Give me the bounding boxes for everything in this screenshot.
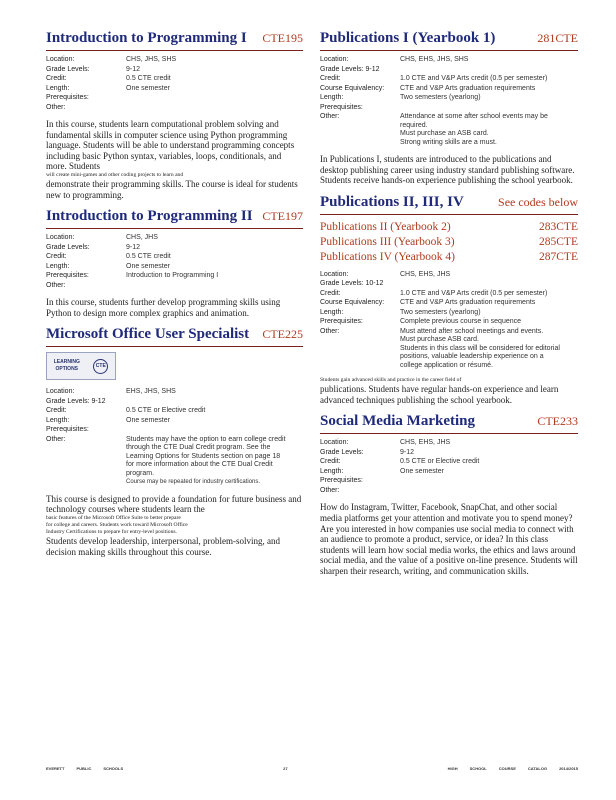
publication-code: 285CTE — [539, 235, 578, 248]
course-header — [46, 30, 303, 51]
detail-row — [46, 234, 303, 244]
course-details — [320, 56, 578, 148]
detail-value — [126, 436, 303, 488]
detail-value: 9-12 — [126, 65, 141, 73]
detail-value — [400, 113, 578, 148]
detail-value: 9-12 — [400, 448, 415, 456]
description-text: In this course, students learn computational problem solving and fundamental skills in computer science using Python programming language. Students will be able to understand programming concepts including basic Python syntax, variables, loops, conditionals, and more. Students — [46, 119, 295, 172]
detail-row — [320, 290, 578, 300]
course-details — [46, 234, 303, 291]
other-line: Attendance at some after school events may be — [400, 113, 548, 120]
detail-row — [320, 66, 578, 76]
detail-row — [320, 477, 578, 487]
course-description — [46, 119, 303, 200]
detail-key: Other: — [320, 486, 340, 494]
detail-row — [320, 468, 578, 478]
course-title: Publications I (Yearbook 1) — [320, 30, 496, 46]
detail-value: One semester — [126, 84, 170, 92]
detail-value: 1.0 CTE and V&P Arts credit (0.5 per semester) — [400, 289, 548, 297]
detail-key: Credit: — [46, 75, 67, 82]
detail-value — [126, 426, 303, 436]
detail-key: Length: — [46, 84, 70, 92]
detail-key: Location: — [46, 234, 75, 242]
detail-row — [46, 282, 303, 292]
publication-name: Publications III (Yearbook 3) — [320, 235, 455, 248]
course-header — [320, 30, 578, 51]
left-column — [46, 30, 303, 565]
course-title: Social Media Marketing — [320, 413, 475, 430]
other-line: Strong writing skills are a must. — [400, 138, 497, 146]
detail-row — [320, 449, 578, 459]
detail-key: Length: — [320, 308, 344, 316]
detail-value — [400, 477, 578, 487]
description-fine-print: Students gain advanced skills and practice in the career field of — [320, 377, 462, 384]
course-description — [320, 377, 578, 405]
other-line: positions, valuable leadership experience on a — [400, 353, 544, 361]
detail-value — [126, 94, 303, 104]
footer-word: COURSE — [498, 766, 516, 771]
detail-key: Location: — [320, 270, 349, 278]
detail-row — [46, 104, 303, 114]
detail-value: Complete previous course in sequence — [400, 318, 522, 326]
detail-key: Prerequisites: — [320, 103, 363, 111]
course-code: See codes below — [498, 194, 578, 209]
detail-row — [320, 439, 578, 449]
list-item — [320, 220, 578, 235]
detail-key: Prerequisites: — [320, 477, 363, 485]
detail-value: 1.0 CTE and V&P Arts credit (0.5 per semester) — [400, 75, 548, 82]
other-line: college application or résumé. — [400, 361, 493, 369]
detail-key: Length: — [46, 416, 70, 424]
detail-row — [320, 85, 578, 95]
detail-value: Two semesters (yearlong) — [400, 308, 481, 316]
detail-key: Prerequisites: — [46, 426, 89, 434]
cte-seal-label: CTE — [95, 363, 106, 370]
detail-value: 9-12 — [126, 243, 141, 251]
publications-code-list — [320, 220, 578, 265]
other-line: Learning Options for Students section on page 18 — [126, 452, 281, 460]
right-column — [320, 30, 578, 585]
detail-value: CHS, JHS — [126, 234, 158, 242]
detail-row — [46, 263, 303, 273]
detail-key: Grade Levels: 9-12 — [320, 65, 380, 73]
detail-key: Location: — [46, 56, 75, 63]
detail-row — [320, 75, 578, 85]
detail-row — [46, 66, 303, 76]
detail-value: CHS, EHS, JHS, SHS — [400, 56, 469, 63]
course-social-media-marketing — [320, 413, 578, 576]
detail-row — [46, 85, 303, 95]
detail-row — [320, 487, 578, 497]
detail-key: Prerequisites: — [46, 272, 89, 280]
detail-key: Other: — [320, 327, 340, 335]
course-details — [46, 388, 303, 488]
course-code: 281CTE — [537, 31, 578, 45]
other-line: through the CTE Dual Credit program. See the — [126, 444, 271, 452]
other-line: Must attend after school meetings and events. — [400, 327, 544, 335]
detail-value — [126, 282, 303, 292]
detail-row — [46, 436, 303, 488]
detail-key: Grade Levels: 9-12 — [46, 397, 106, 405]
detail-row — [46, 417, 303, 427]
detail-value: 0.5 CTE credit — [126, 253, 171, 261]
detail-value: One semester — [126, 416, 170, 424]
detail-value — [126, 104, 303, 114]
course-description — [46, 494, 303, 557]
other-note: Course may be repeated for industry certifications. — [126, 479, 261, 486]
course-code: CTE195 — [262, 31, 303, 45]
description-text: This course is designed to provide a foundation for future business and technology courses where students learn the — [46, 493, 302, 515]
detail-value: CHS, EHS, JHS — [400, 270, 451, 278]
other-line: Students in this class will be considered for editorial — [400, 344, 560, 352]
list-item — [320, 250, 578, 265]
other-line: required. — [400, 121, 428, 129]
course-code: CTE197 — [262, 209, 303, 224]
course-header — [320, 413, 578, 434]
detail-key: Prerequisites: — [46, 94, 89, 101]
detail-key: Grade Levels: — [46, 65, 90, 73]
detail-row — [46, 407, 303, 417]
course-microsoft-office — [46, 326, 303, 557]
description-fine-print: will create mini-games and other coding projects to learn and — [46, 171, 184, 178]
learning-options-badge — [46, 352, 116, 380]
detail-key: Grade Levels: — [46, 243, 90, 251]
detail-row — [320, 309, 578, 319]
other-line: Students may have the option to earn college credit — [126, 435, 286, 443]
detail-row — [46, 426, 303, 436]
course-intro-programming-2 — [46, 208, 303, 318]
detail-key: Credit: — [320, 75, 341, 82]
detail-key: Length: — [320, 467, 344, 475]
footer-word: HIGH — [447, 766, 458, 771]
detail-row — [320, 458, 578, 468]
detail-value: Two semesters (yearlong) — [400, 94, 481, 101]
detail-key: Location: — [320, 56, 349, 63]
description-fine-print: basic features of the Microsoft Office Suite to better prepare — [46, 515, 181, 522]
detail-row — [46, 253, 303, 263]
footer-catalog — [448, 766, 578, 771]
detail-key: Location: — [46, 388, 75, 396]
publication-code: 283CTE — [539, 220, 578, 233]
detail-value — [400, 487, 578, 497]
detail-key: Length: — [320, 94, 344, 101]
detail-key: Credit: — [46, 253, 67, 261]
detail-row — [46, 388, 303, 398]
footer-word: PUBLIC — [76, 766, 92, 771]
course-details — [320, 439, 578, 496]
publication-code: 287CTE — [539, 250, 578, 263]
footer-word: SCHOOLS — [103, 766, 124, 771]
course-code: CTE233 — [537, 414, 578, 429]
detail-key: Other: — [46, 103, 66, 111]
detail-value: CHS, JHS, SHS — [126, 56, 177, 63]
detail-key: Other: — [46, 281, 66, 289]
other-line: Must purchase ASB card. — [400, 336, 479, 344]
other-line: for more information about the CTE Dual Credit — [126, 461, 273, 469]
detail-value: 0.5 CTE or Elective credit — [126, 407, 206, 415]
description-text: Students develop leadership, interpersonal, problem-solving, and decision making skills throughout this course. — [46, 536, 280, 557]
detail-key: Prerequisites: — [320, 318, 363, 326]
description-text: demonstrate their programming skills. The course is ideal for students new to programming. — [46, 178, 298, 200]
publication-name: Publications II (Yearbook 2) — [320, 220, 451, 233]
course-header — [320, 194, 578, 215]
course-description: In Publications I, students are introduced to the publications and desktop publishing career using industry standard publishing software. Students receive hands-on experience publishing the school yearbook. — [320, 154, 575, 186]
detail-value: CTE and V&P Arts graduation requirements — [400, 299, 536, 307]
course-title: Publications II, III, IV — [320, 193, 464, 210]
course-title: Introduction to Programming I — [46, 30, 247, 46]
course-code: CTE225 — [262, 327, 303, 342]
footer-word: EVERETT — [46, 766, 65, 771]
cte-seal-icon — [93, 359, 108, 374]
detail-key: Location: — [320, 439, 349, 447]
detail-key: Length: — [46, 262, 70, 270]
course-intro-programming-1 — [46, 30, 303, 200]
footer-word: 2014/2015 — [559, 766, 578, 771]
detail-row — [320, 56, 578, 66]
detail-row — [320, 318, 578, 328]
description-text: publications. Students have regular hands-on experience and learn advanced techniques publishing the school yearbook. — [320, 384, 559, 405]
course-header — [46, 208, 303, 229]
detail-row — [46, 244, 303, 254]
description-fine-print: Industry Certifications to prepare for entry-level positions. — [46, 529, 177, 536]
detail-row — [46, 56, 303, 66]
detail-key: Credit: — [320, 458, 341, 466]
detail-value: EHS, JHS, SHS — [126, 388, 176, 396]
detail-row — [320, 104, 578, 114]
course-description: How do Instagram, Twitter, Facebook, SnapChat, and other social media platforms get your attention and motivate you to spend money? Are you interested in how companies use social media to connect with an audience to promote a product, service, or idea? In this class students will learn how social media works, the ethics and laws around social media, and the value of a positive on-line presence. Students will sharpen their research, writing, and communication skills. — [320, 502, 578, 577]
course-publications-2-4 — [320, 194, 578, 406]
course-header — [46, 326, 303, 347]
detail-key: Other: — [320, 113, 340, 120]
detail-row — [320, 299, 578, 309]
course-details — [320, 271, 578, 372]
detail-key: Course Equivalency: — [320, 84, 385, 92]
detail-key: Other: — [46, 435, 66, 443]
detail-value: One semester — [400, 467, 444, 475]
detail-row — [320, 328, 578, 372]
detail-value — [400, 104, 578, 114]
course-details — [46, 56, 303, 113]
other-line: Must purchase an ASB card. — [400, 130, 489, 137]
detail-key: Credit: — [320, 289, 341, 297]
detail-row — [320, 113, 578, 148]
other-line: program. — [126, 469, 155, 477]
publication-name: Publications IV (Yearbook 4) — [320, 250, 456, 263]
detail-key: Grade Levels: — [320, 448, 364, 456]
course-publications-1 — [320, 30, 578, 186]
course-title: Introduction to Programming II — [46, 208, 253, 225]
learning-options-label: LEARNING OPTIONS — [53, 359, 80, 373]
detail-key: Grade Levels: 10-12 — [320, 280, 384, 288]
detail-value: 0.5 CTE credit — [126, 75, 171, 82]
detail-value: CHS, EHS, JHS — [400, 439, 451, 447]
detail-key: Course Equivalency: — [320, 299, 385, 307]
detail-row — [320, 271, 578, 281]
detail-value: One semester — [126, 262, 170, 270]
description-fine-print: for college and careers. Students work toward Microsoft Office — [46, 522, 188, 529]
detail-row — [46, 75, 303, 85]
course-title: Microsoft Office User Specialist — [46, 326, 250, 343]
detail-row — [320, 94, 578, 104]
list-item — [320, 235, 578, 250]
page-footer — [46, 766, 578, 771]
footer-word: CATALOG — [527, 766, 548, 771]
footer-word: SCHOOL — [469, 766, 487, 771]
course-description: In this course, students further develop programming skills using Python to design more complex graphics and animation. — [46, 297, 281, 318]
detail-value: 0.5 CTE or Elective credit — [400, 458, 480, 466]
detail-value: Introduction to Programming I — [126, 272, 219, 280]
detail-row — [320, 280, 578, 290]
page-number: 27 — [283, 766, 288, 771]
detail-row — [46, 272, 303, 282]
detail-row — [46, 94, 303, 104]
detail-row — [46, 398, 303, 408]
detail-value — [400, 328, 578, 372]
detail-key: Credit: — [46, 407, 67, 415]
detail-value: CTE and V&P Arts graduation requirements — [400, 84, 536, 92]
footer-district — [46, 766, 123, 771]
